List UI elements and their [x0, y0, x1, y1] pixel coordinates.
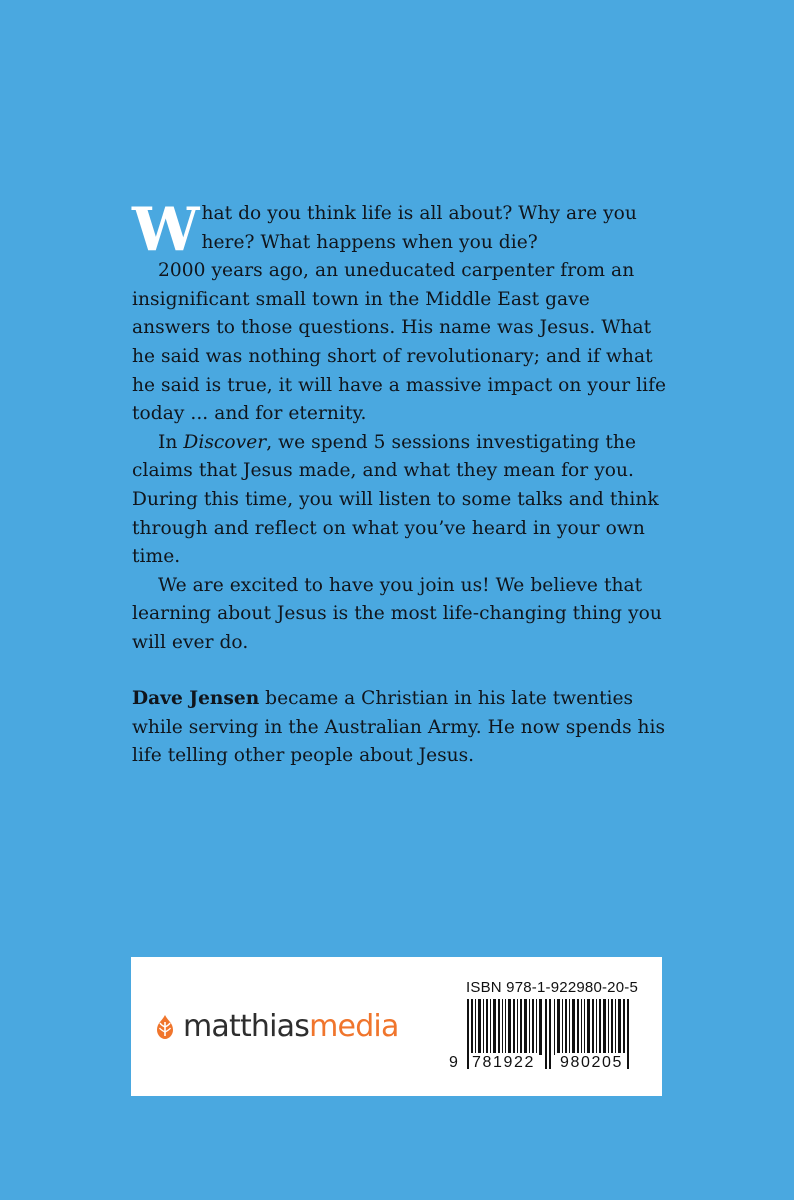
flame-leaf-icon [151, 1013, 179, 1041]
blurb-paragraph-1-text: hat do you think life is all about? Why are you here? What happens when you die? [201, 203, 637, 253]
blurb-paragraph-4: We are excited to have you join us! We believe that learning about Jesus is the most life-changing thing you will ever do. [132, 574, 662, 653]
isbn-label: ISBN 978-1-922980-20-5 [466, 979, 639, 996]
publisher-name-part2: media [309, 1009, 399, 1044]
publisher-name [183, 1007, 399, 1047]
publisher-panel [131, 957, 662, 1096]
blurb-paragraph-3-after: , we spend 5 sessions investigating the claims that Jesus made, and what they mean for you. During this time, you will listen to some talks and think through and reflect on what you’ve heard in your own time. [132, 431, 659, 568]
barcode-left-digits: 781922 [469, 1053, 538, 1073]
barcode-lead-digit: 9 [449, 1054, 458, 1071]
author-name: Dave Jensen [132, 688, 260, 709]
barcode-right-digits: 980205 [557, 1053, 626, 1073]
book-title: Discover [183, 431, 267, 453]
dropcap-letter: W [132, 195, 200, 265]
blurb-paragraph-1 [132, 195, 667, 265]
blurb-paragraph-2: 2000 years ago, an uneducated carpenter from an insignificant small town in the Middle East gave answers to those questions. His name was Jesus. What he said was nothing short of revolutionary; and if what he said is true, it will have a massive impact on your life today ... and for eternity. [132, 260, 667, 425]
blurb-paragraph-3-before: In [158, 431, 184, 453]
author-bio [132, 685, 667, 771]
publisher-name-part1: matthias [183, 1009, 310, 1044]
blurb-paragraph-3 [132, 429, 667, 572]
publisher-logo [151, 1007, 399, 1047]
author-bio-text: became a Christian in his late twenties while serving in the Australian Army. He now spends his life telling other people about Jesus. [132, 688, 665, 767]
barcode-digits [449, 1053, 645, 1075]
blurb-text [132, 195, 667, 658]
